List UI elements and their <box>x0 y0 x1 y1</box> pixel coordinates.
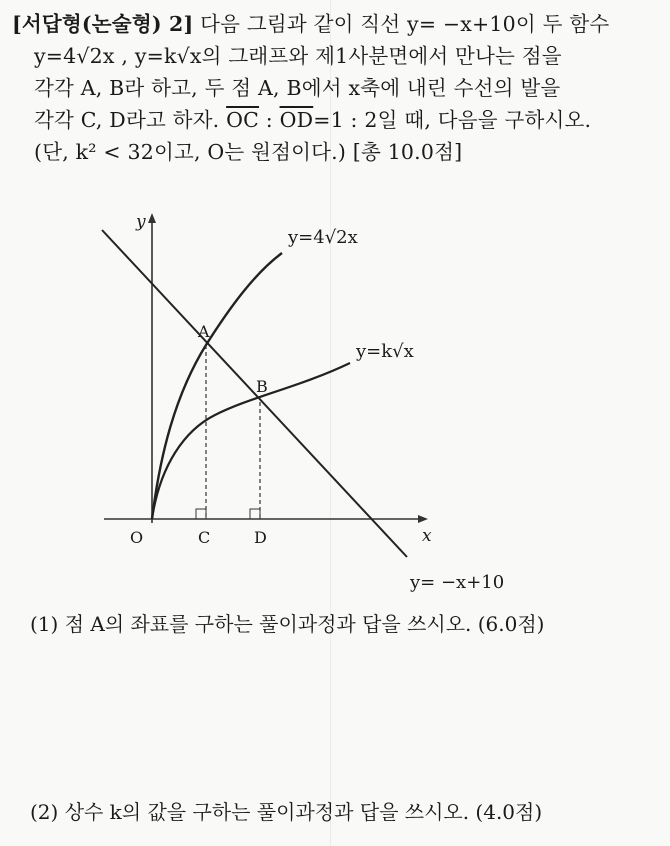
segment-oc: $\overline{OC}$ <box>226 108 260 132</box>
problem-text-3: 각각 A, B라 하고, 두 점 A, B에서 x축에 내린 수선의 발을 <box>34 76 561 100</box>
question-1: (1) 점 A의 좌표를 구하는 풀이과정과 답을 쓰시오. (6.0점) <box>30 612 545 636</box>
segment-od: $\overline{OD}$ <box>279 108 314 132</box>
point-c-label: C <box>198 528 211 547</box>
origin-label: O <box>130 528 144 547</box>
problem-text-5: (단, k² < 32이고, O는 원점이다.) [총 10.0점] <box>34 140 463 164</box>
y-axis-arrow <box>148 213 156 223</box>
question-2: (2) 상수 k의 값을 구하는 풀이과정과 답을 쓰시오. (4.0점) <box>30 800 543 824</box>
problem-text-2: y=4√2x , y=k√x의 그래프와 제1사분면에서 만나는 점을 <box>34 44 562 68</box>
graph-figure <box>0 205 670 600</box>
curve-k-sqrt-x <box>152 363 350 519</box>
problem-tag: [서답형(논술형) 2] <box>12 12 194 36</box>
problem-text-4-prefix: 각각 C, D라고 하자. <box>34 108 220 132</box>
problem-line-2 <box>12 40 662 72</box>
y-axis-label: y <box>136 212 146 232</box>
point-d-label: D <box>254 528 267 547</box>
problem-statement <box>12 8 662 168</box>
problem-text-1: 다음 그림과 같이 직선 y= −x+10이 두 함수 <box>200 12 610 36</box>
line-label: y= −x+10 <box>410 572 505 593</box>
point-b-label: B <box>256 377 268 396</box>
right-angle-mark-d <box>250 509 260 519</box>
point-a-label: A <box>198 322 210 341</box>
problem-text-4-suffix: =1 : 2일 때, 다음을 구하시오. <box>313 108 592 132</box>
problem-line-3 <box>12 72 662 104</box>
problem-line-4 <box>12 104 662 136</box>
x-axis-arrow <box>418 515 428 523</box>
x-axis-label: x <box>422 526 432 546</box>
right-angle-mark-c <box>196 509 206 519</box>
problem-line-5 <box>12 136 662 168</box>
curve-1-label: y=4√2x <box>288 227 358 248</box>
curve-2-label: y=k√x <box>356 341 414 362</box>
problem-line-1 <box>12 8 662 40</box>
ratio-colon: : <box>259 108 280 132</box>
